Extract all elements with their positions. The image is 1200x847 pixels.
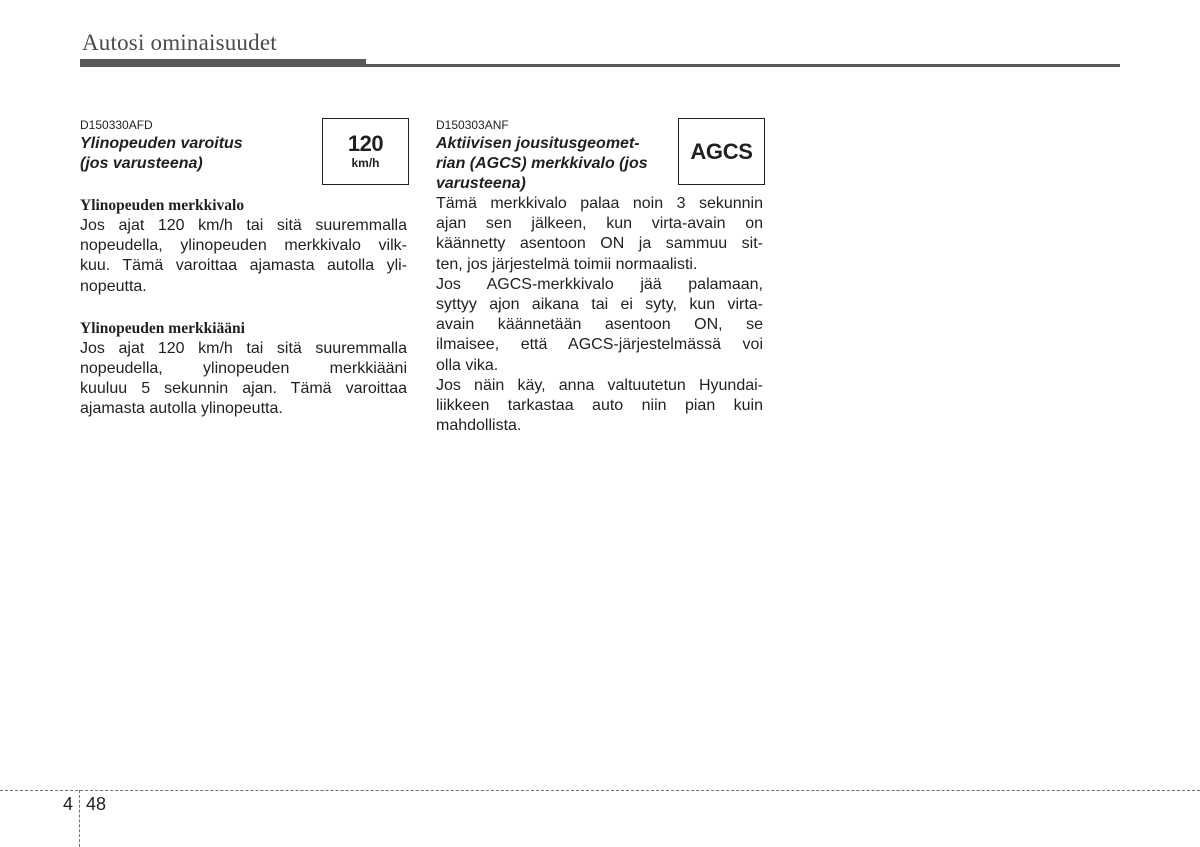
subheading-warning-chime: Ylinopeuden merkkiääni bbox=[80, 319, 245, 337]
agcs-label: AGCS bbox=[690, 138, 753, 164]
text-line: avain käännetään asentoon ON, se bbox=[436, 316, 763, 334]
text-line: ajan sen jälkeen, kun virta-avain on bbox=[436, 215, 763, 233]
section-title-line: varusteena) bbox=[436, 175, 526, 192]
speed-unit: km/h bbox=[351, 156, 380, 170]
header-rule-thin bbox=[366, 64, 1120, 67]
text-line: nopeudella, ylinopeuden merkkiääni bbox=[80, 360, 407, 378]
section-title-line: Ylinopeuden varoitus bbox=[80, 135, 243, 152]
text-line: nopeutta. bbox=[80, 277, 147, 295]
section-title bbox=[436, 134, 676, 194]
speed-limit-value: 120 bbox=[347, 131, 384, 156]
paragraph bbox=[436, 194, 763, 275]
paragraph-warning-chime bbox=[80, 339, 407, 420]
page-chapter-number: 4 bbox=[63, 794, 74, 814]
text-line: Tämä merkkivalo palaa noin 3 sekunnin bbox=[436, 195, 763, 212]
section-code: D150330AFD bbox=[80, 118, 153, 132]
paragraph bbox=[436, 275, 763, 376]
text-line: syttyy ajon aikana tai ei syty, kun virta- bbox=[436, 296, 763, 314]
footer-dashed-rule bbox=[0, 790, 1200, 791]
agcs-indicator-icon bbox=[678, 118, 765, 185]
footer-dashed-divider bbox=[79, 790, 80, 847]
text-line: mahdollista. bbox=[436, 417, 522, 435]
text-line: ten, jos järjestelmä toimii normaalisti. bbox=[436, 255, 698, 273]
text-line: käännetty asentoon ON ja sammuu sit- bbox=[436, 235, 763, 253]
section-title-line: (jos varusteena) bbox=[80, 155, 203, 172]
overspeed-indicator-icon bbox=[322, 118, 409, 185]
paragraph-warning-light bbox=[80, 216, 407, 297]
text-line: kuu. Tämä varoittaa ajamasta autolla yli- bbox=[80, 257, 407, 275]
section-code: D150303ANF bbox=[436, 118, 509, 132]
subheading-warning-light: Ylinopeuden merkkivalo bbox=[80, 197, 245, 214]
page-number: 48 bbox=[86, 794, 107, 814]
paragraph bbox=[436, 376, 763, 437]
text-line: kuuluu 5 sekunnin ajan. Tämä varoittaa bbox=[80, 380, 407, 398]
text-line: liikkeen tarkastaa auto niin pian kuin bbox=[436, 397, 763, 415]
text-line: Jos näin käy, anna valtuutetun Hyundai- bbox=[436, 376, 763, 394]
text-line: nopeudella, ylinopeuden merkkivalo vilk- bbox=[80, 237, 407, 255]
text-line: ilmaisee, että AGCS-järjestelmässä voi bbox=[436, 336, 763, 354]
text-line: Jos ajat 120 km/h tai sitä suuremmalla bbox=[80, 339, 407, 357]
text-line: Jos AGCS-merkkivalo jää palamaan, bbox=[436, 275, 763, 293]
text-line: olla vika. bbox=[436, 356, 499, 374]
section-title bbox=[80, 134, 300, 174]
page-header-title: Autosi ominaisuudet bbox=[82, 30, 277, 55]
section-title-line: rian (AGCS) merkkivalo (jos bbox=[436, 155, 648, 172]
section-title-line: Aktiivisen jousitusgeomet- bbox=[436, 135, 640, 152]
text-line: ajamasta autolla ylinopeutta. bbox=[80, 400, 283, 418]
text-line: Jos ajat 120 km/h tai sitä suuremmalla bbox=[80, 217, 407, 234]
header-rule-thick bbox=[80, 59, 366, 67]
